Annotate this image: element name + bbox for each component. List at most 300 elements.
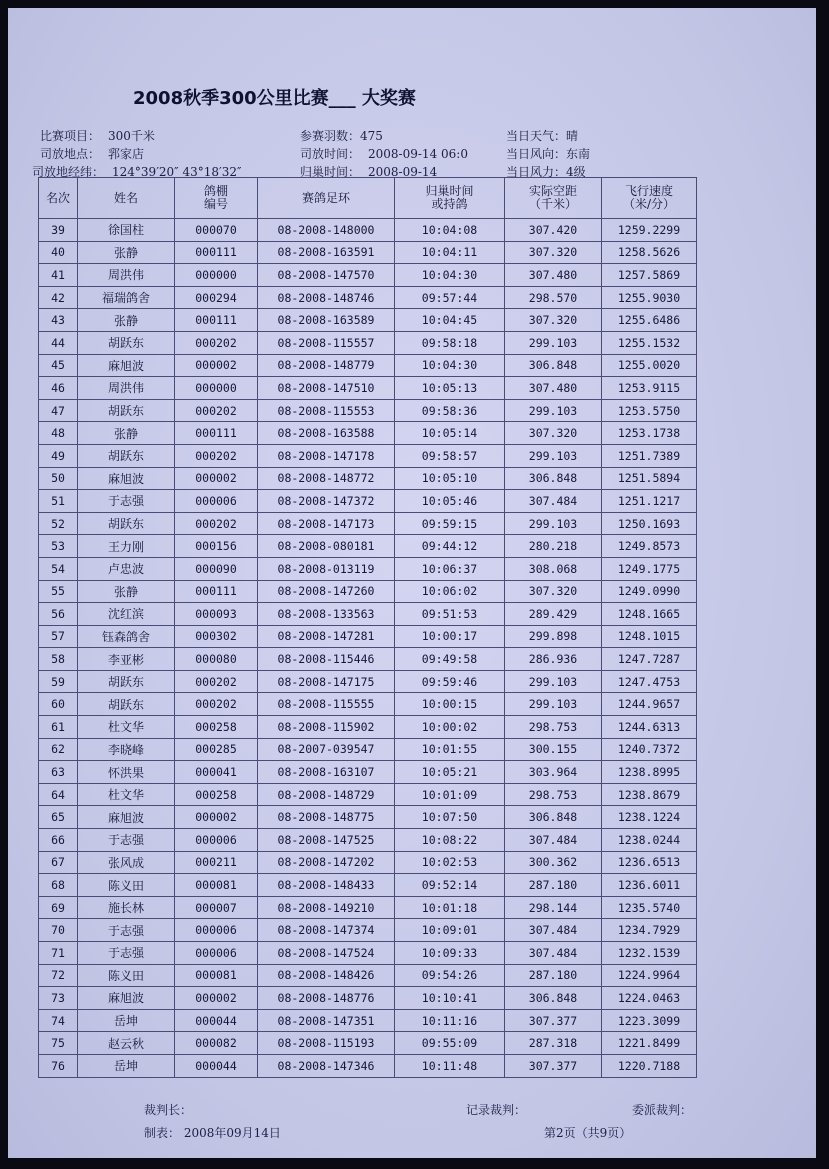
name-cell: 于志强 [78,919,175,942]
distance-cell: 307.484 [505,490,602,513]
loft-id-cell: 000156 [175,535,258,558]
table-row [39,738,697,761]
arrival-time-cell: 10:04:30 [395,354,505,377]
distance-cell: 280.218 [505,535,602,558]
rank-cell: 49 [39,444,78,467]
table-row [39,490,697,513]
wind-force-value: 4级 [566,165,586,179]
distance-cell: 299.103 [505,444,602,467]
table-row [39,219,697,242]
page-number: 第2页（共9页） [544,1126,632,1140]
release-place-value: 郛家店 [108,147,145,161]
release-time-value: 2008-09-14 06:0 [368,147,468,161]
loft-id-cell: 000285 [175,738,258,761]
speed-cell: 1255.9030 [602,286,697,309]
rank-cell: 70 [39,919,78,942]
ring-cell: 08-2008-147173 [258,512,395,535]
arrival-time-cell: 10:04:11 [395,241,505,264]
table-row [39,241,697,264]
loft-id-cell: 000111 [175,580,258,603]
loft-id-cell: 000044 [175,1054,258,1077]
speed-cell: 1236.6011 [602,874,697,897]
name-cell: 张静 [78,241,175,264]
rank-cell: 58 [39,648,78,671]
distance-cell: 307.320 [505,309,602,332]
name-cell: 于志强 [78,942,175,965]
distance-cell: 298.570 [505,286,602,309]
name-cell: 麻旭波 [78,467,175,490]
loft-id-cell: 000006 [175,919,258,942]
chief-judge: 裁判长： [144,1103,193,1117]
table-row [39,783,697,806]
speed-cell: 1255.0020 [602,354,697,377]
loft-id-cell: 000006 [175,490,258,513]
arrival-time-cell: 09:55:09 [395,1032,505,1055]
loft-id-cell: 000090 [175,557,258,580]
arrival-time-cell: 10:10:41 [395,987,505,1010]
distance-cell: 307.484 [505,829,602,852]
table-row [39,422,697,445]
table-row [39,1054,697,1077]
arrival-time-cell: 10:01:09 [395,783,505,806]
distance-cell: 307.484 [505,942,602,965]
ring-cell: 08-2008-115902 [258,716,395,739]
table-row [39,331,697,354]
column-header: 实际空距 （千米） [505,178,602,219]
name-cell: 于志强 [78,829,175,852]
rank-cell: 69 [39,896,78,919]
table-row [39,580,697,603]
speed-cell: 1244.9657 [602,693,697,716]
speed-cell: 1240.7372 [602,738,697,761]
distance-cell: 307.320 [505,241,602,264]
entries-value: 475 [360,129,383,143]
arrival-time-cell: 10:07:50 [395,806,505,829]
distance-cell: 298.753 [505,716,602,739]
arrival-time-cell: 09:58:36 [395,399,505,422]
ring-cell: 08-2008-147374 [258,919,395,942]
arrival-time-cell: 10:05:14 [395,422,505,445]
rank-cell: 76 [39,1054,78,1077]
rank-cell: 47 [39,399,78,422]
rank-cell: 41 [39,264,78,287]
wind-direction-value: 东南 [566,147,591,161]
ring-cell: 08-2008-115555 [258,693,395,716]
name-cell: 赵云秋 [78,1032,175,1055]
ring-cell: 08-2008-148775 [258,806,395,829]
arrival-time-cell: 10:11:16 [395,1009,505,1032]
rank-cell: 53 [39,535,78,558]
release-time-info [300,145,468,162]
distance-cell: 298.753 [505,783,602,806]
event-label: 比赛项目： [40,129,101,143]
appointed-judge: 委派裁判： [632,1103,693,1117]
name-cell: 麻旭波 [78,354,175,377]
loft-id-cell: 000294 [175,286,258,309]
arrival-time-cell: 10:01:55 [395,738,505,761]
name-cell: 周洪伟 [78,264,175,287]
distance-cell: 307.320 [505,580,602,603]
table-row [39,354,697,377]
loft-id-cell: 000007 [175,896,258,919]
speed-cell: 1255.6486 [602,309,697,332]
ring-cell: 08-2007-039547 [258,738,395,761]
rank-cell: 45 [39,354,78,377]
column-header: 姓名 [78,178,175,219]
distance-cell: 300.362 [505,851,602,874]
distance-cell: 303.964 [505,761,602,784]
speed-cell: 1223.3099 [602,1009,697,1032]
ring-cell: 08-2008-147260 [258,580,395,603]
arrival-time-cell: 10:00:02 [395,716,505,739]
distance-cell: 289.429 [505,603,602,626]
speed-cell: 1235.5740 [602,896,697,919]
arrival-time-cell: 10:02:53 [395,851,505,874]
table-row [39,557,697,580]
distance-cell: 298.144 [505,896,602,919]
loft-id-cell: 000111 [175,241,258,264]
table-row [39,467,697,490]
name-cell: 麻旭波 [78,806,175,829]
speed-cell: 1244.6313 [602,716,697,739]
ring-cell: 08-2008-148776 [258,987,395,1010]
ring-cell: 08-2008-147178 [258,444,395,467]
rank-cell: 42 [39,286,78,309]
arrival-time-cell: 10:00:15 [395,693,505,716]
ring-cell: 08-2008-147175 [258,670,395,693]
ring-cell: 08-2008-147351 [258,1009,395,1032]
arrival-time-cell: 09:54:26 [395,964,505,987]
loft-id-cell: 000202 [175,693,258,716]
distance-cell: 299.103 [505,512,602,535]
ring-cell: 08-2008-147372 [258,490,395,513]
loft-id-cell: 000202 [175,331,258,354]
ring-cell: 08-2008-147525 [258,829,395,852]
name-cell: 李晓峰 [78,738,175,761]
table-row [39,264,697,287]
name-cell: 胡跃东 [78,399,175,422]
speed-cell: 1232.1539 [602,942,697,965]
ring-cell: 08-2008-148779 [258,354,395,377]
speed-cell: 1238.0244 [602,829,697,852]
entries-label: 参赛羽数： [300,129,361,143]
distance-cell: 299.103 [505,399,602,422]
event-value: 300千米 [108,129,155,143]
loft-id-cell: 000081 [175,964,258,987]
table-row [39,851,697,874]
speed-cell: 1224.0463 [602,987,697,1010]
rank-cell: 61 [39,716,78,739]
rank-cell: 59 [39,670,78,693]
distance-cell: 306.848 [505,987,602,1010]
table-body [39,219,697,1078]
arrival-time-cell: 10:08:22 [395,829,505,852]
rank-cell: 50 [39,467,78,490]
distance-cell: 299.103 [505,670,602,693]
loft-id-cell: 000006 [175,942,258,965]
name-cell: 岳坤 [78,1054,175,1077]
event-info [40,127,155,144]
name-cell: 沈红滨 [78,603,175,626]
weather-label: 当日天气： [506,129,567,143]
loft-id-cell: 000000 [175,377,258,400]
coords-label: 司放地经纬： [32,165,105,179]
table-row [39,874,697,897]
rank-cell: 74 [39,1009,78,1032]
speed-cell: 1249.8573 [602,535,697,558]
speed-cell: 1247.4753 [602,670,697,693]
table-row [39,535,697,558]
table-header-row [39,178,697,219]
loft-id-cell: 000006 [175,829,258,852]
table-row [39,603,697,626]
loft-id-cell: 000002 [175,467,258,490]
arrival-time-cell: 10:11:48 [395,1054,505,1077]
speed-cell: 1234.7929 [602,919,697,942]
arrival-time-cell: 09:51:53 [395,603,505,626]
table-row [39,399,697,422]
name-cell: 钰森鸽舍 [78,625,175,648]
name-cell: 张静 [78,580,175,603]
ring-cell: 08-2008-115557 [258,331,395,354]
name-cell: 岳坤 [78,1009,175,1032]
return-time-label: 归巢时间： [300,165,361,179]
table-row [39,964,697,987]
ring-cell: 08-2008-148000 [258,219,395,242]
speed-cell: 1248.1015 [602,625,697,648]
return-time-value: 2008-09-14 [368,165,438,179]
distance-cell: 287.318 [505,1032,602,1055]
speed-cell: 1253.1738 [602,422,697,445]
table-row [39,942,697,965]
wind-direction-info [506,145,590,162]
ring-cell: 08-2008-147202 [258,851,395,874]
table-row [39,648,697,671]
entries-info [300,127,383,144]
name-cell: 周洪伟 [78,377,175,400]
speed-cell: 1255.1532 [602,331,697,354]
rank-cell: 46 [39,377,78,400]
name-cell: 陈义田 [78,964,175,987]
ring-cell: 08-2008-115193 [258,1032,395,1055]
loft-id-cell: 000111 [175,422,258,445]
name-cell: 张风成 [78,851,175,874]
table-row [39,309,697,332]
table-row [39,919,697,942]
arrival-time-cell: 10:05:21 [395,761,505,784]
rank-cell: 55 [39,580,78,603]
table-row [39,693,697,716]
rank-cell: 57 [39,625,78,648]
speed-cell: 1250.1693 [602,512,697,535]
arrival-time-cell: 09:58:18 [395,331,505,354]
rank-cell: 62 [39,738,78,761]
ring-cell: 08-2008-163591 [258,241,395,264]
table-row [39,625,697,648]
name-cell: 李亚彬 [78,648,175,671]
rank-cell: 73 [39,987,78,1010]
ring-cell: 08-2008-163107 [258,761,395,784]
page-title: 2008秋季300公里比赛___ 大奖赛 [133,88,416,109]
release-place-info [40,145,144,162]
name-cell: 卢忠波 [78,557,175,580]
rank-cell: 44 [39,331,78,354]
rank-cell: 67 [39,851,78,874]
speed-cell: 1220.7188 [602,1054,697,1077]
name-cell: 王力刚 [78,535,175,558]
column-header: 名次 [39,178,78,219]
arrival-time-cell: 10:06:37 [395,557,505,580]
arrival-time-cell: 10:01:18 [395,896,505,919]
name-cell: 胡跃东 [78,512,175,535]
ring-cell: 08-2008-013119 [258,557,395,580]
distance-cell: 307.480 [505,377,602,400]
ring-cell: 08-2008-148772 [258,467,395,490]
rank-cell: 54 [39,557,78,580]
name-cell: 怀洪果 [78,761,175,784]
loft-id-cell: 000082 [175,1032,258,1055]
column-header: 赛鸽足环 [258,178,395,219]
speed-cell: 1238.8995 [602,761,697,784]
loft-id-cell: 000202 [175,399,258,422]
rank-cell: 39 [39,219,78,242]
speed-cell: 1253.9115 [602,377,697,400]
table-row [39,1032,697,1055]
arrival-time-cell: 10:00:17 [395,625,505,648]
rank-cell: 43 [39,309,78,332]
arrival-time-cell: 10:04:30 [395,264,505,287]
distance-cell: 300.155 [505,738,602,761]
speed-cell: 1249.0990 [602,580,697,603]
ring-cell: 08-2008-163589 [258,309,395,332]
name-cell: 陈义田 [78,874,175,897]
result-sheet [8,8,816,1158]
distance-cell: 307.377 [505,1054,602,1077]
rank-cell: 52 [39,512,78,535]
loft-id-cell: 000002 [175,354,258,377]
name-cell: 胡跃东 [78,444,175,467]
loft-id-cell: 000080 [175,648,258,671]
distance-cell: 306.848 [505,354,602,377]
loft-id-cell: 000202 [175,444,258,467]
table-row [39,896,697,919]
distance-cell: 308.068 [505,557,602,580]
loft-id-cell: 000002 [175,806,258,829]
table-row [39,987,697,1010]
speed-cell: 1251.5894 [602,467,697,490]
arrival-time-cell: 10:05:10 [395,467,505,490]
ring-cell: 08-2008-115446 [258,648,395,671]
loft-id-cell: 000044 [175,1009,258,1032]
rank-cell: 68 [39,874,78,897]
rank-cell: 63 [39,761,78,784]
name-cell: 于志强 [78,490,175,513]
speed-cell: 1251.1217 [602,490,697,513]
column-header: 飞行速度 （米/分） [602,178,697,219]
arrival-time-cell: 10:05:46 [395,490,505,513]
speed-cell: 1249.1775 [602,557,697,580]
rank-cell: 48 [39,422,78,445]
loft-id-cell: 000070 [175,219,258,242]
ring-cell: 08-2008-149210 [258,896,395,919]
speed-cell: 1251.7389 [602,444,697,467]
distance-cell: 307.420 [505,219,602,242]
loft-id-cell: 000302 [175,625,258,648]
results-table [38,177,697,1078]
arrival-time-cell: 09:52:14 [395,874,505,897]
rank-cell: 72 [39,964,78,987]
arrival-time-cell: 10:09:33 [395,942,505,965]
speed-cell: 1259.2299 [602,219,697,242]
distance-cell: 299.103 [505,693,602,716]
ring-cell: 08-2008-148729 [258,783,395,806]
name-cell: 胡跃东 [78,331,175,354]
arrival-time-cell: 09:59:46 [395,670,505,693]
distance-cell: 306.848 [505,806,602,829]
table-row [39,512,697,535]
column-header: 归巢时间 或持鸽 [395,178,505,219]
speed-cell: 1238.8679 [602,783,697,806]
ring-cell: 08-2008-148746 [258,286,395,309]
name-cell: 胡跃东 [78,670,175,693]
rank-cell: 56 [39,603,78,626]
arrival-time-cell: 10:06:02 [395,580,505,603]
loft-id-cell: 000093 [175,603,258,626]
name-cell: 徐国柱 [78,219,175,242]
arrival-time-cell: 09:59:15 [395,512,505,535]
ring-cell: 08-2008-080181 [258,535,395,558]
loft-id-cell: 000002 [175,987,258,1010]
name-cell: 胡跃东 [78,693,175,716]
table-row [39,761,697,784]
loft-id-cell: 000202 [175,512,258,535]
distance-cell: 307.484 [505,919,602,942]
distance-cell: 299.103 [505,331,602,354]
rank-cell: 75 [39,1032,78,1055]
coords-value: 124°39′20″ 43°18′32″ [112,165,242,179]
speed-cell: 1247.7287 [602,648,697,671]
name-cell: 麻旭波 [78,987,175,1010]
ring-cell: 08-2008-148433 [258,874,395,897]
arrival-time-cell: 10:04:08 [395,219,505,242]
loft-id-cell: 000258 [175,716,258,739]
rank-cell: 71 [39,942,78,965]
rank-cell: 64 [39,783,78,806]
name-cell: 杜文华 [78,783,175,806]
distance-cell: 307.320 [505,422,602,445]
ring-cell: 08-2008-148426 [258,964,395,987]
name-cell: 福瑞鸽舍 [78,286,175,309]
speed-cell: 1224.9964 [602,964,697,987]
recorder-judge: 记录裁判： [466,1103,527,1117]
speed-cell: 1238.1224 [602,806,697,829]
ring-cell: 08-2008-147570 [258,264,395,287]
table-row [39,377,697,400]
arrival-time-cell: 10:05:13 [395,377,505,400]
distance-cell: 306.848 [505,467,602,490]
speed-cell: 1257.5869 [602,264,697,287]
rank-cell: 65 [39,806,78,829]
prepared-date: 制表： 2008年09月14日 [144,1126,281,1140]
ring-cell: 08-2008-163588 [258,422,395,445]
name-cell: 张静 [78,422,175,445]
arrival-time-cell: 10:09:01 [395,919,505,942]
arrival-time-cell: 09:57:44 [395,286,505,309]
ring-cell: 08-2008-147510 [258,377,395,400]
column-header: 鸽棚 编号 [175,178,258,219]
weather-value: 晴 [566,129,579,143]
table-row [39,286,697,309]
